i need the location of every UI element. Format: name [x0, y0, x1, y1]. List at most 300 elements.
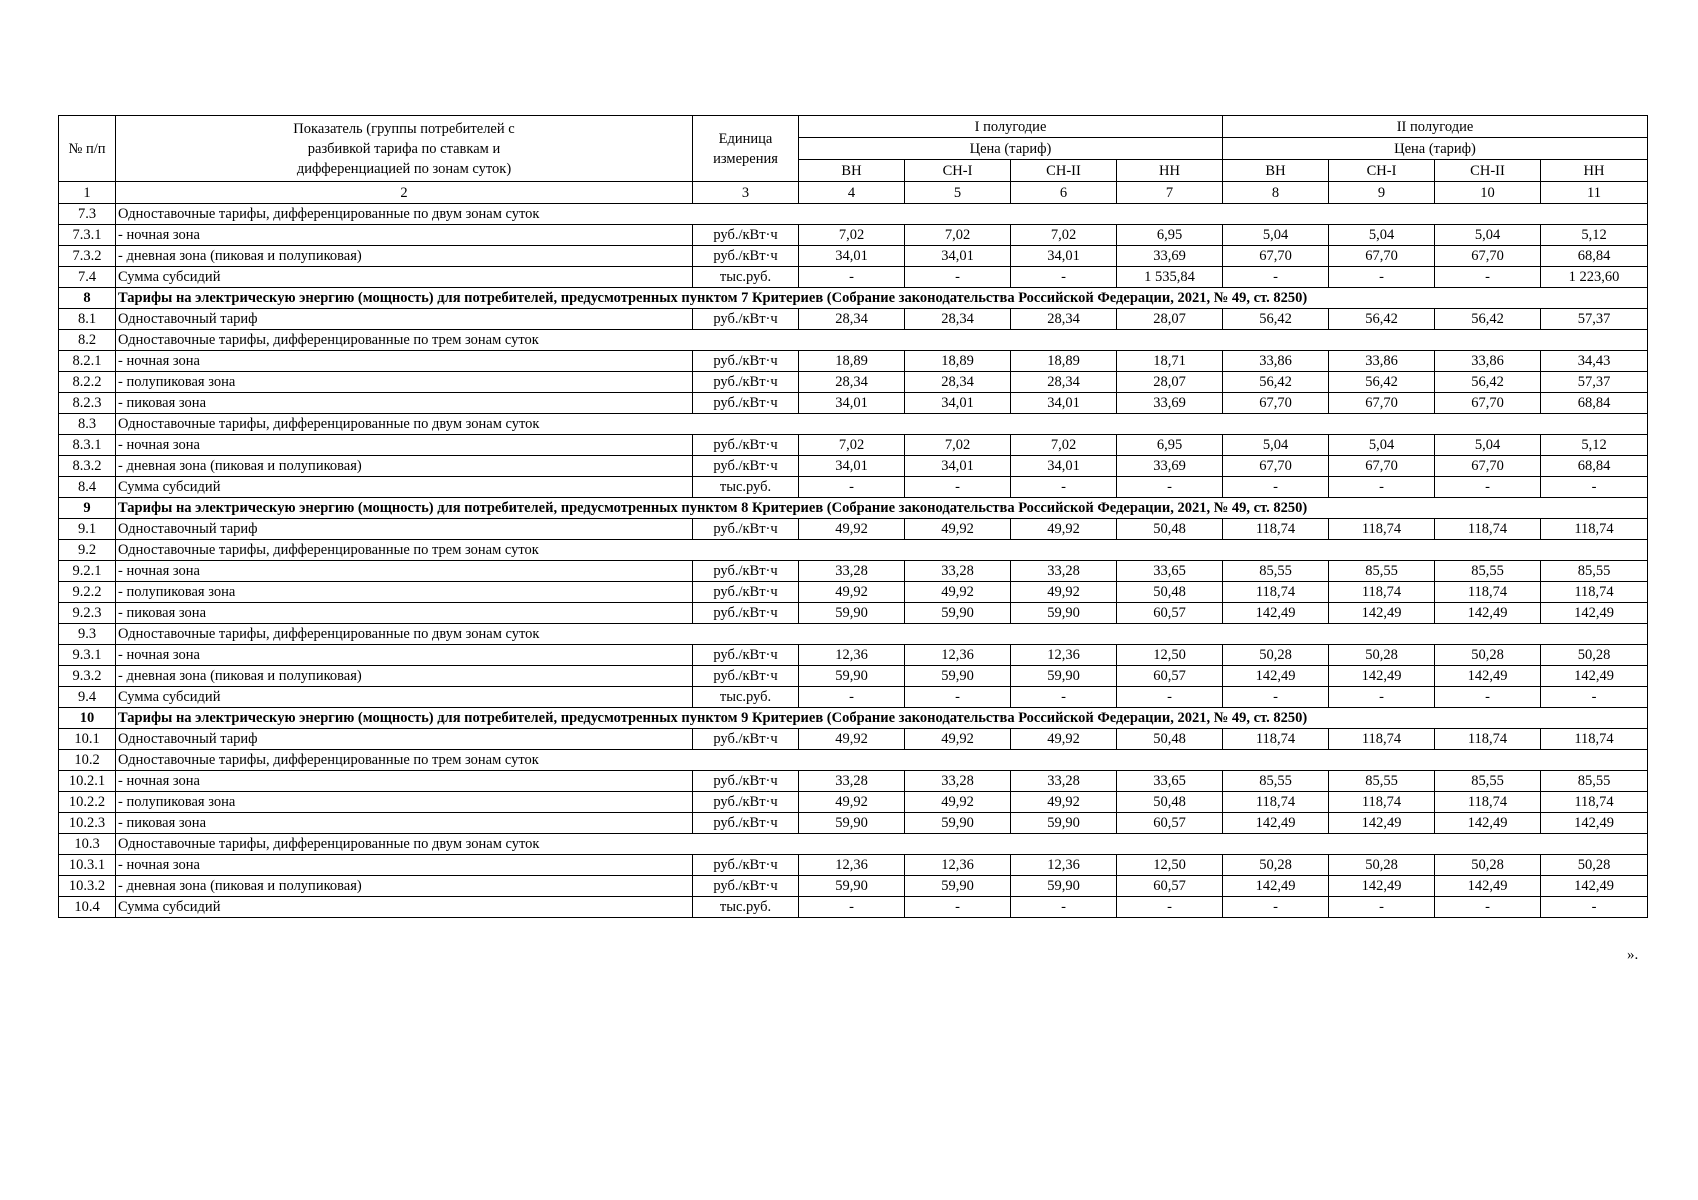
table-row	[59, 477, 1648, 498]
row-number: 10.1	[59, 729, 116, 750]
row-value-cell: 50,28	[1329, 645, 1435, 666]
row-unit: руб./кВт·ч	[693, 456, 799, 477]
table-row	[59, 519, 1648, 540]
row-value-cell: 18,89	[905, 351, 1011, 372]
row-indicator: - дневная зона (пиковая и полупиковая)	[116, 666, 693, 687]
table-row	[59, 582, 1648, 603]
row-value-cell: 7,02	[799, 435, 905, 456]
row-value-cell: 5,04	[1329, 435, 1435, 456]
row-indicator: - дневная зона (пиковая и полупиковая)	[116, 456, 693, 477]
group-row	[59, 750, 1648, 771]
row-value-cell: 33,28	[799, 771, 905, 792]
row-number: 10	[59, 708, 116, 729]
row-value-cell: -	[905, 267, 1011, 288]
row-value-cell: 33,86	[1329, 351, 1435, 372]
row-indicator: - дневная зона (пиковая и полупиковая)	[116, 246, 693, 267]
row-indicator: - ночная зона	[116, 435, 693, 456]
row-number: 10.3.1	[59, 855, 116, 876]
group-row	[59, 204, 1648, 225]
group-title: Одноставочные тарифы, дифференцированные по двум зонам суток	[116, 834, 1648, 855]
row-value-cell: 49,92	[905, 729, 1011, 750]
row-number: 8.3.1	[59, 435, 116, 456]
header-level-7: НН	[1541, 160, 1648, 182]
row-number: 10.2.1	[59, 771, 116, 792]
row-value-cell: 28,34	[905, 309, 1011, 330]
row-value-cell: 59,90	[905, 813, 1011, 834]
row-value-cell: 59,90	[905, 603, 1011, 624]
table-row	[59, 687, 1648, 708]
group-row	[59, 414, 1648, 435]
row-unit: руб./кВт·ч	[693, 813, 799, 834]
table-row	[59, 771, 1648, 792]
header-unit: Единица измерения	[693, 116, 799, 182]
row-unit: тыс.руб.	[693, 687, 799, 708]
row-value-cell: 59,90	[905, 876, 1011, 897]
row-value-cell: 85,55	[1435, 561, 1541, 582]
row-unit: руб./кВт·ч	[693, 603, 799, 624]
row-value-cell: 33,65	[1117, 771, 1223, 792]
header-colnum-2: 3	[693, 182, 799, 204]
header-level-0: ВН	[799, 160, 905, 182]
group-title: Одноставочные тарифы, дифференцированные по двум зонам суток	[116, 414, 1648, 435]
row-value-cell: 34,01	[905, 246, 1011, 267]
row-value-cell: 142,49	[1329, 603, 1435, 624]
table-body	[59, 204, 1648, 918]
row-value-cell: -	[1435, 267, 1541, 288]
row-unit: руб./кВт·ч	[693, 666, 799, 687]
row-value-cell: 118,74	[1541, 582, 1648, 603]
row-value-cell: 18,89	[799, 351, 905, 372]
row-value-cell: 34,43	[1541, 351, 1648, 372]
row-value-cell: 28,07	[1117, 309, 1223, 330]
row-value-cell: 85,55	[1223, 771, 1329, 792]
row-value-cell: 118,74	[1223, 729, 1329, 750]
row-value-cell: 7,02	[905, 435, 1011, 456]
header-level-5: СН-I	[1329, 160, 1435, 182]
row-value-cell: 49,92	[799, 729, 905, 750]
table-row	[59, 561, 1648, 582]
row-indicator: Сумма субсидий	[116, 477, 693, 498]
group-title: Одноставочные тарифы, дифференцированные по двум зонам суток	[116, 624, 1648, 645]
table-row	[59, 603, 1648, 624]
row-value-cell: 118,74	[1329, 519, 1435, 540]
section-title: Тарифы на электрическую энергию (мощность) для потребителей, предусмотренных пунктом 9 Критериев (Собрание законодательства Российской Федерации, 2021, № 49, ст. 8250)	[116, 708, 1648, 729]
row-value-cell: -	[799, 267, 905, 288]
row-value-cell: 57,37	[1541, 372, 1648, 393]
row-indicator: - ночная зона	[116, 855, 693, 876]
row-value-cell: 142,49	[1329, 876, 1435, 897]
row-value-cell: -	[905, 897, 1011, 918]
group-title: Одноставочные тарифы, дифференцированные по трем зонам суток	[116, 750, 1648, 771]
row-value-cell: 142,49	[1541, 813, 1648, 834]
row-unit: тыс.руб.	[693, 477, 799, 498]
row-indicator: - ночная зона	[116, 645, 693, 666]
row-number: 9.2	[59, 540, 116, 561]
row-value-cell: 142,49	[1541, 876, 1648, 897]
row-value-cell: 12,50	[1117, 645, 1223, 666]
row-value-cell: 33,28	[1011, 561, 1117, 582]
header-colnum-3: 4	[799, 182, 905, 204]
row-number: 8.1	[59, 309, 116, 330]
table-row	[59, 351, 1648, 372]
row-value-cell: 56,42	[1435, 309, 1541, 330]
table-row	[59, 645, 1648, 666]
row-value-cell: 57,37	[1541, 309, 1648, 330]
table-row	[59, 309, 1648, 330]
row-value-cell: 50,48	[1117, 582, 1223, 603]
row-value-cell: 50,48	[1117, 792, 1223, 813]
row-value-cell: 28,34	[799, 309, 905, 330]
row-value-cell: 34,01	[905, 456, 1011, 477]
row-indicator: - полупиковая зона	[116, 582, 693, 603]
row-value-cell: 33,28	[799, 561, 905, 582]
row-indicator: - ночная зона	[116, 351, 693, 372]
row-value-cell: 60,57	[1117, 603, 1223, 624]
row-value-cell: 142,49	[1329, 813, 1435, 834]
row-value-cell: -	[1435, 477, 1541, 498]
row-value-cell: 59,90	[799, 666, 905, 687]
row-value-cell: 12,36	[799, 645, 905, 666]
row-value-cell: 49,92	[1011, 582, 1117, 603]
row-unit: руб./кВт·ч	[693, 225, 799, 246]
row-value-cell: 56,42	[1435, 372, 1541, 393]
header-colnum-9: 10	[1435, 182, 1541, 204]
row-value-cell: 60,57	[1117, 813, 1223, 834]
row-number: 9.3.2	[59, 666, 116, 687]
row-unit: руб./кВт·ч	[693, 372, 799, 393]
header-colnum-5: 6	[1011, 182, 1117, 204]
row-value-cell: 49,92	[905, 519, 1011, 540]
row-value-cell: 49,92	[905, 582, 1011, 603]
row-value-cell: 33,86	[1435, 351, 1541, 372]
row-value-cell: 118,74	[1435, 792, 1541, 813]
row-value-cell: 118,74	[1435, 582, 1541, 603]
tariff-table	[58, 115, 1648, 918]
row-value-cell: -	[1435, 897, 1541, 918]
row-value-cell: 142,49	[1435, 603, 1541, 624]
table-row	[59, 393, 1648, 414]
table-row	[59, 897, 1648, 918]
table-row	[59, 792, 1648, 813]
row-number: 7.3	[59, 204, 116, 225]
row-value-cell: -	[905, 687, 1011, 708]
table-row	[59, 876, 1648, 897]
row-number: 9	[59, 498, 116, 519]
row-value-cell: 33,28	[905, 771, 1011, 792]
row-value-cell: 118,74	[1329, 729, 1435, 750]
row-value-cell: 67,70	[1435, 393, 1541, 414]
row-number: 9.3.1	[59, 645, 116, 666]
row-value-cell: 67,70	[1223, 393, 1329, 414]
row-value-cell: -	[799, 477, 905, 498]
table-row	[59, 456, 1648, 477]
row-value-cell: -	[1223, 897, 1329, 918]
row-unit: руб./кВт·ч	[693, 435, 799, 456]
row-value-cell: -	[1329, 897, 1435, 918]
row-value-cell: 56,42	[1329, 309, 1435, 330]
row-value-cell: 142,49	[1541, 603, 1648, 624]
row-number: 8.2.1	[59, 351, 116, 372]
row-value-cell: 85,55	[1541, 771, 1648, 792]
row-number: 7.3.2	[59, 246, 116, 267]
row-number: 10.2.2	[59, 792, 116, 813]
row-value-cell: 50,48	[1117, 729, 1223, 750]
row-value-cell: 85,55	[1329, 771, 1435, 792]
row-value-cell: -	[1011, 687, 1117, 708]
table-row	[59, 435, 1648, 456]
row-number: 8.2.3	[59, 393, 116, 414]
row-value-cell: 5,04	[1223, 435, 1329, 456]
row-value-cell: 7,02	[1011, 435, 1117, 456]
row-value-cell: -	[1011, 267, 1117, 288]
row-value-cell: 28,34	[1011, 372, 1117, 393]
row-indicator: - полупиковая зона	[116, 372, 693, 393]
table-row	[59, 372, 1648, 393]
row-value-cell: 28,07	[1117, 372, 1223, 393]
row-indicator: - ночная зона	[116, 225, 693, 246]
row-value-cell: 49,92	[1011, 519, 1117, 540]
row-value-cell: 34,01	[1011, 246, 1117, 267]
row-number: 10.3.2	[59, 876, 116, 897]
row-indicator: - пиковая зона	[116, 603, 693, 624]
row-indicator: Одноставочный тариф	[116, 519, 693, 540]
row-value-cell: -	[1223, 267, 1329, 288]
row-number: 9.4	[59, 687, 116, 708]
row-value-cell: 49,92	[799, 792, 905, 813]
header-column-numbers-row	[59, 182, 1648, 204]
row-value-cell: 67,70	[1435, 246, 1541, 267]
row-value-cell: 59,90	[799, 813, 905, 834]
row-value-cell: 68,84	[1541, 456, 1648, 477]
header-colnum-4: 5	[905, 182, 1011, 204]
row-value-cell: 5,04	[1329, 225, 1435, 246]
row-value-cell: 50,28	[1541, 855, 1648, 876]
row-value-cell: 34,01	[905, 393, 1011, 414]
row-value-cell: 118,74	[1223, 792, 1329, 813]
row-value-cell: 12,36	[799, 855, 905, 876]
header-level-6: СН-II	[1435, 160, 1541, 182]
row-number: 8.3	[59, 414, 116, 435]
row-value-cell: 67,70	[1435, 456, 1541, 477]
group-title: Одноставочные тарифы, дифференцированные по трем зонам суток	[116, 540, 1648, 561]
row-unit: руб./кВт·ч	[693, 645, 799, 666]
row-unit: руб./кВт·ч	[693, 729, 799, 750]
row-value-cell: 118,74	[1541, 792, 1648, 813]
row-value-cell: 28,34	[1011, 309, 1117, 330]
row-value-cell: 142,49	[1223, 666, 1329, 687]
row-value-cell: -	[1011, 477, 1117, 498]
row-value-cell: 34,01	[1011, 456, 1117, 477]
row-value-cell: -	[1329, 687, 1435, 708]
row-indicator: - полупиковая зона	[116, 792, 693, 813]
row-value-cell: -	[1329, 477, 1435, 498]
group-title: Одноставочные тарифы, дифференцированные по двум зонам суток	[116, 204, 1648, 225]
section-row	[59, 498, 1648, 519]
row-value-cell: 50,28	[1541, 645, 1648, 666]
row-value-cell: -	[799, 687, 905, 708]
row-value-cell: 12,36	[1011, 855, 1117, 876]
row-number: 10.2.3	[59, 813, 116, 834]
row-indicator: - пиковая зона	[116, 393, 693, 414]
row-value-cell: 49,92	[905, 792, 1011, 813]
row-value-cell: 142,49	[1223, 603, 1329, 624]
group-row	[59, 624, 1648, 645]
table-row	[59, 855, 1648, 876]
row-value-cell: 50,28	[1435, 855, 1541, 876]
row-value-cell: 142,49	[1435, 666, 1541, 687]
table-header	[59, 116, 1648, 204]
row-value-cell: 68,84	[1541, 393, 1648, 414]
row-value-cell: -	[1117, 897, 1223, 918]
row-value-cell: 59,90	[1011, 876, 1117, 897]
row-value-cell: 142,49	[1541, 666, 1648, 687]
group-title: Одноставочные тарифы, дифференцированные по трем зонам суток	[116, 330, 1648, 351]
row-unit: руб./кВт·ч	[693, 771, 799, 792]
row-value-cell: 6,95	[1117, 225, 1223, 246]
row-value-cell: 56,42	[1329, 372, 1435, 393]
row-value-cell: 118,74	[1329, 582, 1435, 603]
row-number: 8.3.2	[59, 456, 116, 477]
row-number: 9.3	[59, 624, 116, 645]
row-value-cell: 33,28	[1011, 771, 1117, 792]
row-value-cell: 5,04	[1223, 225, 1329, 246]
table-row	[59, 246, 1648, 267]
row-value-cell: 50,28	[1329, 855, 1435, 876]
row-value-cell: 34,01	[799, 246, 905, 267]
row-value-cell: 67,70	[1223, 456, 1329, 477]
header-colnum-10: 11	[1541, 182, 1648, 204]
header-colnum-8: 9	[1329, 182, 1435, 204]
row-indicator: Сумма субсидий	[116, 897, 693, 918]
row-value-cell: 118,74	[1223, 582, 1329, 603]
header-half-1: I полугодие	[799, 116, 1223, 138]
table-row	[59, 813, 1648, 834]
row-value-cell: -	[1435, 687, 1541, 708]
row-value-cell: 142,49	[1435, 876, 1541, 897]
row-value-cell: 50,28	[1435, 645, 1541, 666]
row-value-cell: 59,90	[799, 603, 905, 624]
row-indicator: Одноставочный тариф	[116, 309, 693, 330]
row-value-cell: 5,12	[1541, 435, 1648, 456]
row-value-cell: -	[1223, 687, 1329, 708]
row-value-cell: 56,42	[1223, 309, 1329, 330]
row-number: 7.3.1	[59, 225, 116, 246]
row-value-cell: 50,28	[1223, 855, 1329, 876]
header-colnum-6: 7	[1117, 182, 1223, 204]
tariff-document	[58, 115, 1647, 918]
row-value-cell: 7,02	[905, 225, 1011, 246]
row-number: 8.2.2	[59, 372, 116, 393]
header-price-2: Цена (тариф)	[1223, 138, 1648, 160]
row-value-cell: 33,69	[1117, 456, 1223, 477]
row-value-cell: 49,92	[799, 582, 905, 603]
row-number: 9.2.3	[59, 603, 116, 624]
row-value-cell: -	[1011, 897, 1117, 918]
row-value-cell: 33,65	[1117, 561, 1223, 582]
table-row	[59, 729, 1648, 750]
row-unit: руб./кВт·ч	[693, 792, 799, 813]
header-num: № п/п	[59, 116, 116, 182]
row-value-cell: 34,01	[799, 393, 905, 414]
table-row	[59, 666, 1648, 687]
row-value-cell: 118,74	[1541, 729, 1648, 750]
row-value-cell: 6,95	[1117, 435, 1223, 456]
row-value-cell: 67,70	[1329, 393, 1435, 414]
row-value-cell: 1 535,84	[1117, 267, 1223, 288]
row-number: 8.4	[59, 477, 116, 498]
row-value-cell: 118,74	[1435, 519, 1541, 540]
row-value-cell: 142,49	[1435, 813, 1541, 834]
row-unit: тыс.руб.	[693, 897, 799, 918]
row-value-cell: 18,89	[1011, 351, 1117, 372]
row-value-cell: 5,12	[1541, 225, 1648, 246]
header-price-1: Цена (тариф)	[799, 138, 1223, 160]
row-indicator: Сумма субсидий	[116, 687, 693, 708]
row-number: 10.3	[59, 834, 116, 855]
row-value-cell: 18,71	[1117, 351, 1223, 372]
row-value-cell: 34,01	[1011, 393, 1117, 414]
row-value-cell: 49,92	[1011, 792, 1117, 813]
row-value-cell: -	[1223, 477, 1329, 498]
row-value-cell: 67,70	[1329, 246, 1435, 267]
group-row	[59, 330, 1648, 351]
row-value-cell: 12,50	[1117, 855, 1223, 876]
section-row	[59, 288, 1648, 309]
group-row	[59, 834, 1648, 855]
row-value-cell: 49,92	[799, 519, 905, 540]
header-level-4: ВН	[1223, 160, 1329, 182]
row-value-cell: 7,02	[1011, 225, 1117, 246]
table-row	[59, 225, 1648, 246]
row-unit: руб./кВт·ч	[693, 309, 799, 330]
row-value-cell: 142,49	[1329, 666, 1435, 687]
row-value-cell: 118,74	[1541, 519, 1648, 540]
row-value-cell: 59,90	[799, 876, 905, 897]
row-value-cell: 60,57	[1117, 876, 1223, 897]
row-unit: руб./кВт·ч	[693, 561, 799, 582]
row-value-cell: -	[905, 477, 1011, 498]
row-unit: руб./кВт·ч	[693, 876, 799, 897]
row-value-cell: 33,28	[905, 561, 1011, 582]
row-indicator: - ночная зона	[116, 771, 693, 792]
row-value-cell: 34,01	[799, 456, 905, 477]
row-number: 9.2.1	[59, 561, 116, 582]
row-value-cell: 1 223,60	[1541, 267, 1648, 288]
table-row	[59, 267, 1648, 288]
row-number: 9.2.2	[59, 582, 116, 603]
row-value-cell: 49,92	[1011, 729, 1117, 750]
header-half-2: II полугодие	[1223, 116, 1648, 138]
header-indicator: Показатель (группы потребителей с разбивкой тарифа по ставкам и дифференциацией по зонам суток)	[116, 116, 693, 182]
row-value-cell: 33,69	[1117, 393, 1223, 414]
row-unit: руб./кВт·ч	[693, 582, 799, 603]
row-indicator: - дневная зона (пиковая и полупиковая)	[116, 876, 693, 897]
row-value-cell: 118,74	[1435, 729, 1541, 750]
row-value-cell: -	[799, 897, 905, 918]
row-value-cell: 118,74	[1329, 792, 1435, 813]
section-title: Тарифы на электрическую энергию (мощность) для потребителей, предусмотренных пунктом 7 Критериев (Собрание законодательства Российской Федерации, 2021, № 49, ст. 8250)	[116, 288, 1648, 309]
row-value-cell: -	[1541, 687, 1648, 708]
row-indicator: - ночная зона	[116, 561, 693, 582]
row-value-cell: -	[1541, 897, 1648, 918]
row-value-cell: 5,04	[1435, 435, 1541, 456]
row-value-cell: 33,69	[1117, 246, 1223, 267]
row-number: 8.2	[59, 330, 116, 351]
row-value-cell: 12,36	[905, 855, 1011, 876]
row-value-cell: 85,55	[1435, 771, 1541, 792]
header-level-3: НН	[1117, 160, 1223, 182]
row-value-cell: 28,34	[799, 372, 905, 393]
